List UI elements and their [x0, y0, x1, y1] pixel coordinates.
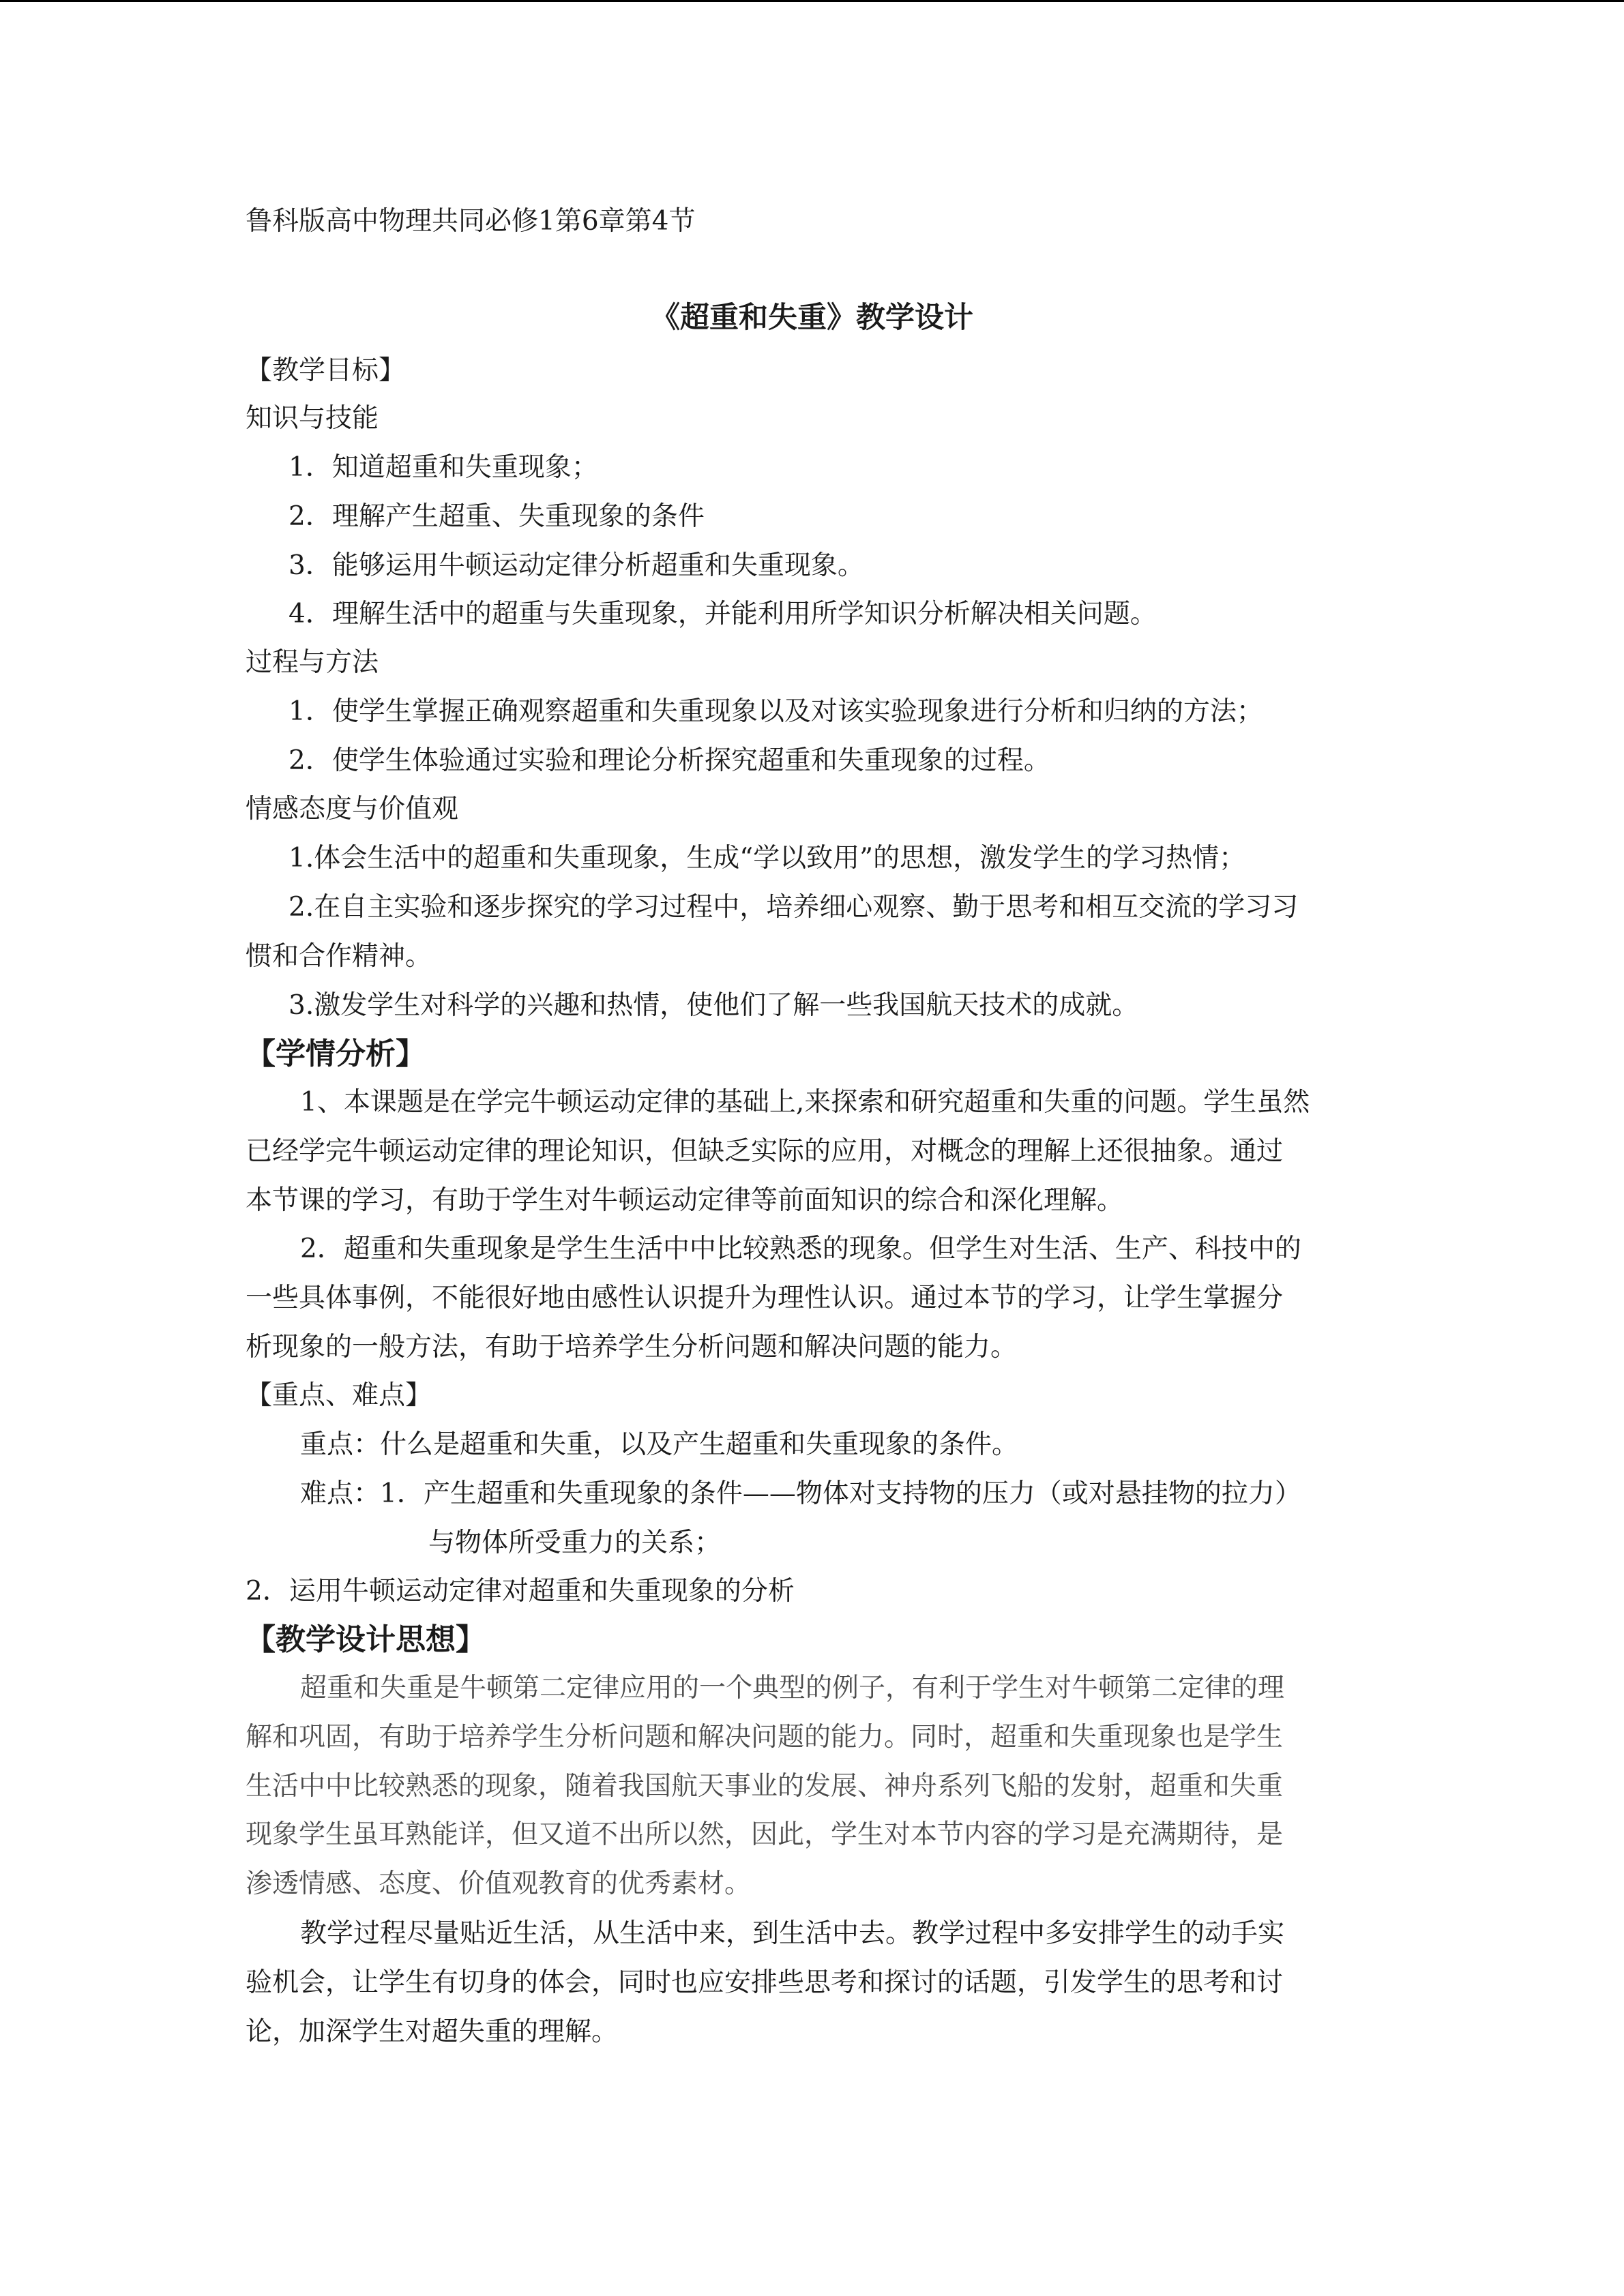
design-line: 论，加深学生对超失重的理解。: [246, 2016, 619, 2047]
section-heading-keypoints: 【重点、难点】: [246, 1380, 432, 1411]
keypoint-line: 2．运用牛顿运动定律对超重和失重现象的分析: [246, 1576, 795, 1607]
keypoint-line: 与物体所受重力的关系；: [428, 1527, 722, 1558]
analysis-line: 1、本课题是在学完牛顿运动定律的基础上,来探索和研究超重和失重的问题。学生虽然: [300, 1087, 1310, 1118]
section-heading-analysis: 【学情分析】: [246, 1037, 426, 1071]
design-line: 超重和失重是牛顿第二定律应用的一个典型的例子，有利于学生对牛顿第二定律的理: [300, 1673, 1285, 1703]
emotion-item: 1.体会生活中的超重和失重现象，生成“学以致用”的思想，激发学生的学习热情；: [289, 843, 1246, 874]
knowledge-item: 2．理解产生超重、失重现象的条件: [289, 501, 705, 532]
section-heading-goals: 【教学目标】: [246, 355, 406, 386]
knowledge-item: 4．理解生活中的超重与失重现象，并能利用所学知识分析解决相关问题。: [289, 599, 1157, 629]
design-line: 渗透情感、态度、价值观教育的优秀素材。: [246, 1868, 752, 1899]
knowledge-item: 3．能够运用牛顿运动定律分析超重和失重现象。: [289, 550, 864, 581]
sub-heading-emotion: 情感态度与价值观: [246, 794, 459, 824]
design-line: 教学过程尽量贴近生活，从生活中来，到生活中去。教学过程中多安排学生的动手实: [300, 1918, 1285, 1949]
analysis-line: 一些具体事例，不能很好地由感性认识提升为理性认识。通过本节的学习，让学生掌握分: [246, 1283, 1284, 1313]
sub-heading-knowledge: 知识与技能: [246, 403, 379, 434]
sub-heading-process: 过程与方法: [246, 647, 379, 678]
doc-header: 鲁科版高中物理共同必修1第6章第4节: [246, 206, 696, 237]
emotion-item: 2.在自主实验和逐步探究的学习过程中，培养细心观察、勤于思考和相互交流的学习习: [289, 892, 1299, 923]
doc-title: 《超重和失重》教学设计: [651, 301, 973, 335]
keypoint-line: 重点：什么是超重和失重，以及产生超重和失重现象的条件。: [300, 1429, 1019, 1460]
analysis-line: 2．超重和失重现象是学生生活中中比较熟悉的现象。但学生对生活、生产、科技中的: [300, 1234, 1301, 1264]
analysis-line: 已经学完牛顿运动定律的理论知识，但缺乏实际的应用，对概念的理解上还很抽象。通过: [246, 1136, 1284, 1167]
analysis-line: 析现象的一般方法，有助于培养学生分析问题和解决问题的能力。: [246, 1332, 1018, 1362]
section-heading-design: 【教学设计思想】: [246, 1622, 486, 1657]
emotion-item: 3.激发学生对科学的兴趣和热情，使他们了解一些我国航天技术的成就。: [289, 990, 1139, 1021]
process-item: 1．使学生掌握正确观察超重和失重现象以及对该实验现象进行分析和归纳的方法；: [289, 696, 1263, 727]
top-border: [0, 0, 1624, 2]
design-line: 现象学生虽耳熟能详，但又道不出所以然，因此，学生对本节内容的学习是充满期待，是: [246, 1819, 1284, 1850]
design-line: 生活中中比较熟悉的现象，随着我国航天事业的发展、神舟系列飞船的发射，超重和失重: [246, 1771, 1284, 1802]
knowledge-item: 1．知道超重和失重现象；: [289, 452, 598, 483]
analysis-line: 本节课的学习，有助于学生对牛顿运动定律等前面知识的综合和深化理解。: [246, 1185, 1124, 1216]
design-line: 解和巩固，有助于培养学生分析问题和解决问题的能力。同时，超重和失重现象也是学生: [246, 1722, 1284, 1753]
keypoint-line: 难点：1．产生超重和失重现象的条件——物体对支持物的压力（或对悬挂物的拉力）: [300, 1478, 1301, 1509]
emotion-item-continued: 惯和合作精神。: [246, 941, 432, 972]
process-item: 2．使学生体验通过实验和理论分析探究超重和失重现象的过程。: [289, 745, 1050, 776]
design-line: 验机会，让学生有切身的体会，同时也应安排些思考和探讨的话题，引发学生的思考和讨: [246, 1967, 1284, 1998]
